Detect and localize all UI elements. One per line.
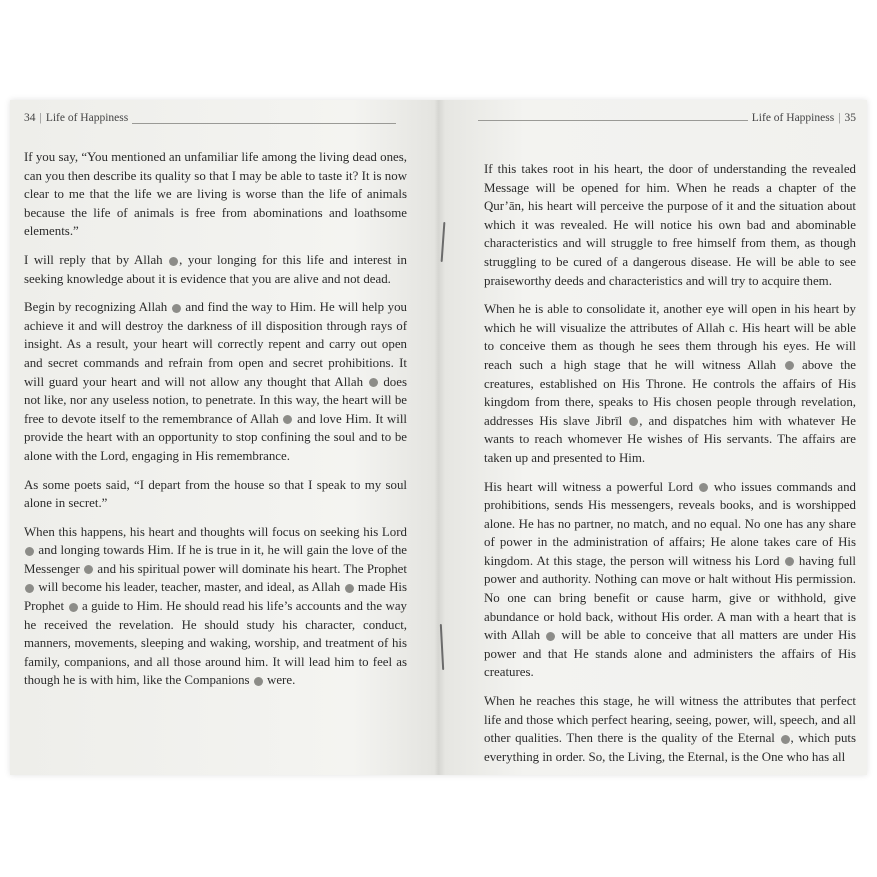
left-page-number: 34 — [24, 112, 36, 124]
paragraph: His heart will witness a powerful Lord who issues commands and prohibitions, sends His messengers, reveals books, and is worshipped alone. He has no partner, no match, and no equal. No one has any share of power in the administration of affairs; He alone takes care of His kingdom. At this stage, the person will witness his Lord having full power and authority. Nothing can move or halt without His permission. No one can bring benefit or cause harm, give or withhold, give abundance or hold back, without His order. A man with a heart that is with Allah will be able to conceive that all matters are under His power and that He stands alone and administers the affairs of His creatures. — [484, 479, 856, 680]
left-page — [10, 100, 438, 775]
paragraph: Begin by recognizing Allah and find the way to Him. He will help you achieve it and will destroy the darkness of ill disposition through rays of insight. As a result, your heart will correctly repent and carry out open and secret commands and refrain from open and secret prohibitions. It will guard your heart and will not allow any thought that Allah does not like, nor any useless notion, to penetrate. In this way, the heart will be free to devote itself to the remembrance of Allah and love Him. It will provide the heart with an opportunity to stop confining the soul and to be alone with the Lord, engaging in His remembrance. — [24, 300, 407, 463]
paragraph: As some poets said, “I depart from the house so that I speak to my soul alone in secret.” — [24, 477, 407, 511]
right-header-rule — [478, 120, 748, 121]
honorific-icon — [369, 378, 378, 387]
honorific-icon — [546, 632, 555, 641]
left-running-head — [24, 112, 396, 124]
right-running-head — [478, 112, 856, 124]
honorific-icon — [629, 417, 638, 426]
right-header-title: Life of Happiness — [751, 112, 835, 124]
paragraph: When this happens, his heart and thoughts will focus on seeking his Lord and longing towards Him. If he is true in it, he will gain the love of the Messenger and his spiritual power will dominate his heart. The Prophet will become his leader, teacher, master, and ideal, as Allah made His Prophet a guide to Him. He should read his life’s accounts and the way he received the revelation. He should study his character, conduct, manners, movements, sleeping and waking, worship, and treatment of his family, companions, and all those around him. It will lead him to feel as though he is with him, like the Companions were. — [24, 524, 407, 688]
paragraph: If you say, “You mentioned an unfamiliar life among the living dead ones, can you then describe its quality so that I may be able to taste it? It is now clear to me that the life we are living is worse than the life of animals because the life of animals is free from abominations and loathsome elements.” — [24, 150, 407, 239]
left-header-separator: | — [39, 112, 42, 124]
honorific-icon — [254, 677, 263, 686]
paragraph: When he reaches this stage, he will witness the attributes that perfect life and those which perfect hearing, seeing, power, will, speech, and all other qualities. Then there is the quality of the Eternal , which puts everything in order. So, the Living, the Eternal, is the One who has all — [484, 694, 856, 764]
honorific-icon — [172, 304, 181, 313]
honorific-icon — [345, 584, 354, 593]
left-header-title: Life of Happiness — [45, 112, 129, 124]
paragraph: I will reply that by Allah , your longing for this life and interest in seeking knowledge about it is evidence that you are alive and not dead. — [24, 252, 407, 286]
right-page — [438, 100, 867, 775]
honorific-icon — [699, 483, 708, 492]
paragraph: When he is able to consolidate it, another eye will open in his heart by which he will visualize the attributes of Allah c. His heart will be able to conceive them as though he sees them through his eyes. He will reach such a high stage that he will witness Allah above the creatures, established on His Throne. He controls the affairs of His kingdom from there, speaks to His chosen people through revelation, addresses His slave Jibrīl , and dispatches him with whatever He wants to reach whomever He wishes of His servants. The affairs are taken up and presented to Him. — [484, 302, 856, 465]
honorific-icon — [169, 257, 178, 266]
honorific-icon — [25, 547, 34, 556]
right-page-number: 35 — [844, 112, 856, 124]
honorific-icon — [785, 557, 794, 566]
left-header-rule — [132, 123, 396, 124]
honorific-icon — [69, 603, 78, 612]
honorific-icon — [84, 565, 93, 574]
open-book — [10, 100, 867, 775]
right-body-text — [484, 160, 856, 775]
honorific-icon — [283, 415, 292, 424]
paragraph: If this takes root in his heart, the door of understanding the revealed Message will be opened for him. When he reads a chapter of the Qur’ān, his heart will perceive the purpose of it and the situation about which it was revealed. He will notice his own bad and abominable characteristics and will struggle to free himself from them, as though struggling to be cured of a dangerous disease. He will be able to see praiseworthy deeds and characteristics and will try to acquire them. — [484, 162, 856, 288]
left-body-text — [24, 148, 407, 700]
honorific-icon — [785, 361, 794, 370]
honorific-icon — [781, 735, 790, 744]
honorific-icon — [25, 584, 34, 593]
right-header-separator: | — [838, 112, 841, 124]
